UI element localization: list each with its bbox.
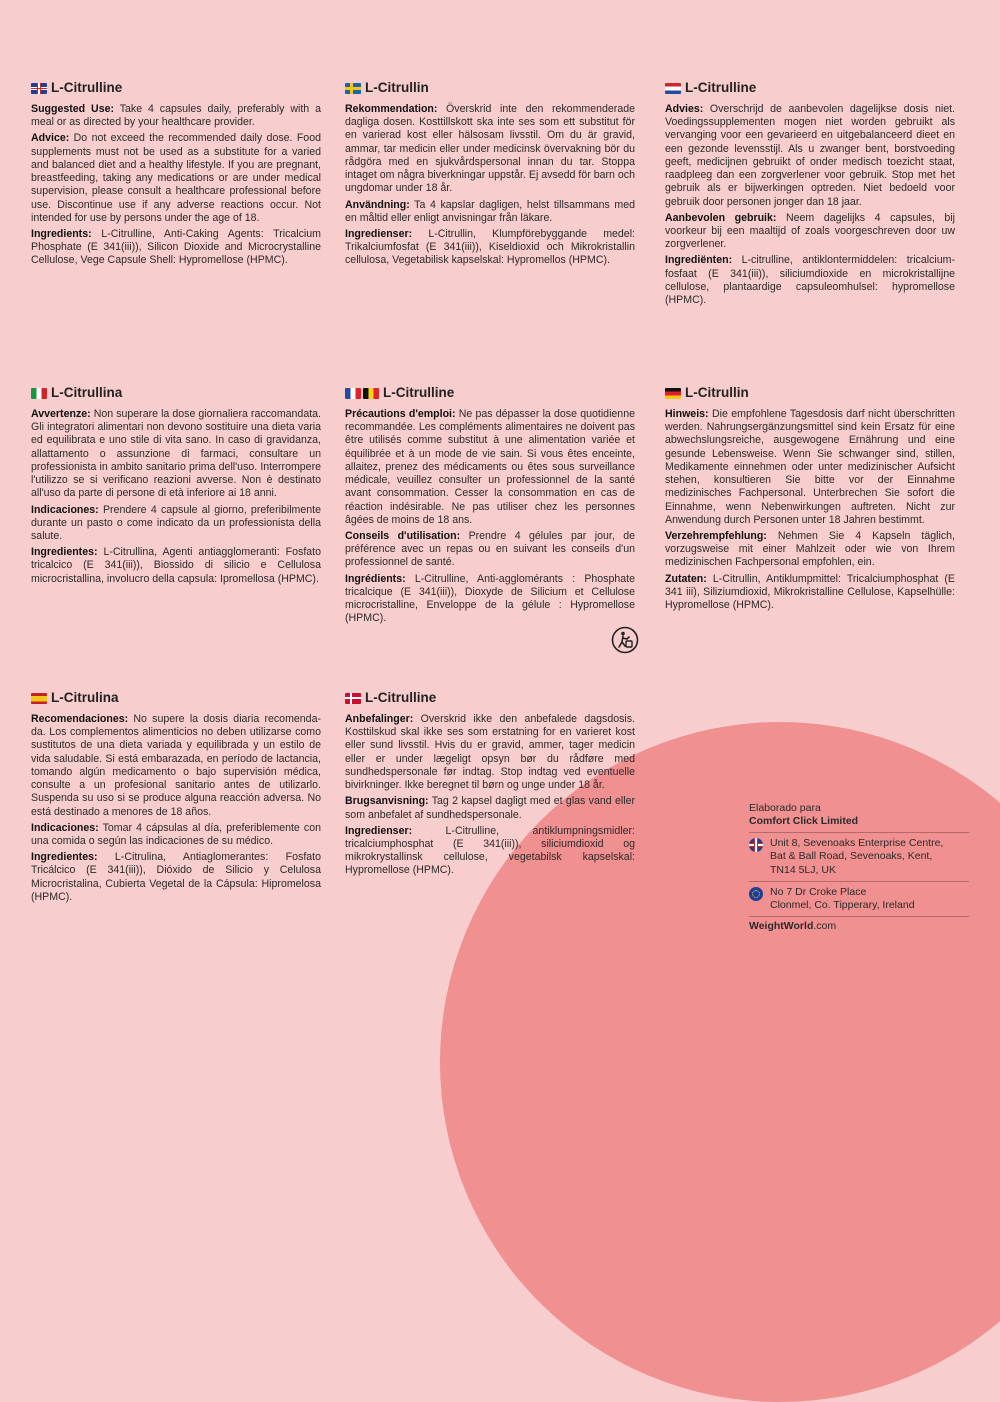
section-title: L-Citrulina xyxy=(51,690,119,705)
paragraph-label: Zutaten: xyxy=(665,572,707,585)
paragraph-label: Précautions d'emploi: xyxy=(345,407,456,420)
dk-flag-icon xyxy=(345,693,361,704)
section-header xyxy=(345,690,635,707)
address-uk-text: Unit 8, Sevenoaks Enterprise Centre, Bat & Ball Road, Sevenoaks, Kent, TN14 5LJ, UK xyxy=(770,837,944,876)
paragraph xyxy=(345,103,635,196)
paragraph-text: L-Citrullina, Agenti antiagglomeranti: Fosfato tricalcico (E 341(iii)), Biossido di silicio e Cellulosa microcristallina, involucro della capsula: Ipromellosa (HPMC). xyxy=(31,546,321,585)
paragraph-text: L-Citrulline, Anti-agglomérants : Phosphate tricalcique (E 341(iii)), Dioxyde de Silicium et Cellulose microcristalline, Enveloppe de la gélule : Hypromellose (HPMC). xyxy=(345,572,635,625)
section-title: L-Citrulline xyxy=(51,80,123,95)
paragraph xyxy=(665,573,955,613)
paragraph-label: Verzehrempfehlung: xyxy=(665,529,767,542)
paragraph-text: L-Citrulline, antiklumpningsmidler: tricalciumphosphat (E 341(iii)), siliciumdioxid og mikrokrystallinsk cellulose, vegetabilsk kapselskal: Hypromellose (HPMC). xyxy=(345,824,635,877)
paragraph-text: Do not exceed the recommended daily dose. Food supplements must not be used as a substitute for a varied and balanced diet and a healthy lifestyle. If you are pregnant, breastfeeding, taking any medications or are under medical supervision, please consult a healthcare professional before use. Discontinue use if any adverse reactions occur. Not intended for use by persons under the age of 18. xyxy=(31,132,321,224)
paragraph-label: Advies: xyxy=(665,102,704,115)
section-title: L-Citrulline xyxy=(685,80,757,95)
section-title: L-Citrullina xyxy=(51,385,123,400)
paragraph xyxy=(345,408,635,527)
section-header xyxy=(31,80,321,97)
paragraph xyxy=(345,825,635,878)
section-fr xyxy=(345,385,635,629)
paragraph-text: Ta 4 kapslar dagligen, helst tillsammans med en måltid eller enligt anvisningar från läkare. xyxy=(345,198,635,224)
paragraph-text: L-Citrullin, Klumpförebyggande medel: Trikalciumfosfat (E 341(iii)), Kiseldioxid och Mikrokristallin cellulosa, Vegetabilisk kapselskal: Hypromellos (HPMC). xyxy=(345,227,635,267)
paragraph xyxy=(345,713,635,792)
nl-flag-icon xyxy=(665,83,681,94)
section-sv xyxy=(345,80,635,271)
paragraph xyxy=(31,822,321,848)
section-nl xyxy=(665,80,955,310)
flags xyxy=(31,693,47,704)
paragraph xyxy=(31,132,321,225)
paragraph xyxy=(665,212,955,252)
section-de xyxy=(665,385,955,615)
paragraph xyxy=(31,546,321,586)
be-flag-icon xyxy=(363,388,379,399)
paragraph-label: Ingredienser: xyxy=(345,824,413,837)
it-flag-icon xyxy=(31,388,47,399)
section-header xyxy=(665,385,955,402)
paragraph xyxy=(665,530,955,570)
paragraph-label: Användning: xyxy=(345,198,410,211)
paragraph-label: Hinweis: xyxy=(665,407,709,420)
flags xyxy=(345,388,379,399)
paragraph-label: Ingredientes: xyxy=(31,546,98,559)
paragraph-text: Non superare la dose giornaliera raccomandata. Gli integratori alimentari non devono sostituire una dieta varia ed equilibrata e uno stile di vita sano. In caso di gravidanza, allattamento o assunzione di farmaci, consultare un professionista in ambito sanitario prima dell'uso. Interrompere l'utilizzo se si verificano reazioni avverse. Non è destinato all'uso da parte di persone di età inferiore ai 18 anni. xyxy=(31,407,321,500)
manufacturer-block xyxy=(749,802,969,933)
fr-flag-icon xyxy=(345,388,361,399)
paragraph-label: Rekommendation: xyxy=(345,102,438,115)
gb-flag-icon xyxy=(31,83,47,94)
paragraph xyxy=(31,228,321,268)
paragraph-label: Aanbevolen gebruik: xyxy=(665,211,777,224)
flags xyxy=(345,693,361,704)
flags xyxy=(31,83,47,94)
paragraph-label: Ingrediënten: xyxy=(665,254,733,267)
paragraph-label: Suggested Use: xyxy=(31,102,115,115)
paragraph xyxy=(31,504,321,544)
section-it xyxy=(31,385,321,589)
paragraph-label: Avvertenze: xyxy=(31,407,91,420)
paragraph xyxy=(31,408,321,501)
paragraph xyxy=(665,103,955,209)
section-es xyxy=(31,690,321,907)
paragraph-text: Prendere 4 capsule al giorno, preferibilmente durante un pasto o come indicato da un professionista della salute. xyxy=(31,503,321,542)
paragraph-label: Conseils d'utilisation: xyxy=(345,529,461,542)
section-title: L-Citrullin xyxy=(365,80,429,95)
paragraph xyxy=(31,851,321,904)
uk-flag-icon xyxy=(749,838,763,852)
section-title: L-Citrullin xyxy=(685,385,749,400)
recycle-person-icon xyxy=(611,626,639,654)
paragraph-text: L-Citrulline, Anti-Caking Agents: Tricalcium Phosphate (E 341(iii)), Silicon Dioxide and Microcrystalline Cellulose, Vege Capsule Shell: Hypromellose (HPMC). xyxy=(31,227,321,267)
paragraph-text: No supere la dosis diaria recomenda-da. Los complementos alimenticios no deben utilizarse como sustitutos de una dieta variada y equilibrada y un estilo de vida saludable. Si está embarazada, en período de lactancia, tomando algún medicamento o bajo supervisión médica, consulte a un profesional sanitario antes de utilizarlo. Suspenda su uso si se produce alguna reacción adversa. No está destinado a menores de 18 años. xyxy=(31,712,321,818)
section-header xyxy=(665,80,955,97)
paragraph-text: Neem dagelijks 4 capsules, bij voorkeur bij een maaltijd of zoals voorgeschreven door uw zorgverlener. xyxy=(665,211,956,251)
de-flag-icon xyxy=(665,388,681,399)
flags xyxy=(31,388,47,399)
section-header xyxy=(345,385,635,402)
paragraph-label: Ingredients: xyxy=(31,227,92,240)
website[interactable] xyxy=(749,916,969,933)
flags xyxy=(665,83,681,94)
section-header xyxy=(345,80,635,97)
paragraph xyxy=(31,713,321,819)
se-flag-icon xyxy=(345,83,361,94)
paragraph-text: Overskrid ikke den anbefalede dagsdosis. Kosttilskud skal ikke ses som erstatning for en varieret kost eller sund livsstil. Hvis du er gravid, ammer, tager medicin eller er under lægeligt opsyn bør du rådføre med sundhedspersonale før indtag. Stop indtag ved eventuelle bivirkninger. Ikke beregnet til børn og unge under 18 år. xyxy=(345,712,635,792)
es-flag-icon xyxy=(31,693,47,704)
paragraph-label: Indicaciones: xyxy=(31,821,99,834)
paragraph-label: Ingrédients: xyxy=(345,572,406,585)
paragraph xyxy=(345,228,635,268)
paragraph-label: Advice: xyxy=(31,132,70,145)
address-eu xyxy=(749,881,969,916)
paragraph-text: Overschrijd de aanbevolen dagelijkse dosis niet. Voedingssupplementen mogen niet worden gebruikt als vervanging voor een gevarieerd en uitgebalanceerd dieet en een gezonde levensstijl. Als u zwanger bent, borstvoeding geeft, medicijnen gebruikt of onder medisch toezicht staat, raadpleeg dan een zorgverlener voor gebruik. Stop met het gebruik als er bijwerkingen optreden. Niet bedoeld voor gebruik door personen jonger dan 18 jaar. xyxy=(665,102,955,208)
website-bold: WeightWorld xyxy=(749,919,814,932)
paragraph-text: L-Citrulina, Antiaglomerantes: Fosfato Tricálcico (E 341(iii)), Dióxido de Silicio y Celulosa Microcristalina, Cubierta Vegetal de la Cápsula: Hipromelosa (HPMC). xyxy=(31,851,321,903)
paragraph xyxy=(345,530,635,570)
paragraph-text: L-Citrullin, Antiklumpmittel: Tricalciumphosphat (E 341 iii), Siliziumdioxid, Mikrokristalline Cellulose, Kapselhülle: Hypromellose (HPMC). xyxy=(665,572,955,612)
paragraph-label: Indicaciones: xyxy=(31,503,99,516)
section-da xyxy=(345,690,635,881)
section-title: L-Citrulline xyxy=(365,690,437,705)
made-for-label: Elaborado para xyxy=(749,802,821,814)
paragraph-text: Prendre 4 gélules par jour, de préférence avec un repas ou en suivant les conseils d'un professionnel de santé. xyxy=(345,529,635,569)
paragraph-text: Die empfohlene Tagesdosis darf nicht überschritten werden. Nahrungsergänzungsmittel sind kein Ersatz für eine abwechslungsreiche, ausgewogene Ernährung und eine gesunde Lebensweise. Wenn Sie schwanger sind, stillen, Medikamente einnehmen oder unter medizinischer Aufsicht stehen, konsultieren Sie bitte vor der Einnahme medizinisches Fachpersonal. Unterbrechen Sie sofort die Einnahme, wenn Nebenwirkungen auftreten. Nicht zur Anwendung durch Personen unter 18 Jahren bestimmt. xyxy=(665,407,955,526)
paragraph-text: Ne pas dépasser la dose quotidienne recommandée. Les compléments alimentaires ne doivent pas être utilisés comme substitut à une alimentation variée et équilibrée et à un mode de vie sain. Si vous êtes enceinte, allaitez, prenez des médicaments ou êtes sous surveillance médicale, veuillez consulter un professionnel de la santé avant consommation. Cesser la consommation en cas de réaction indésirable. Ne pas utiliser chez les personnes âgées de moins de 18 ans. xyxy=(345,407,635,526)
website-rest: .com xyxy=(813,919,837,932)
address-uk xyxy=(749,832,969,880)
paragraph xyxy=(665,254,955,307)
section-en xyxy=(31,80,321,271)
paragraph xyxy=(665,408,955,527)
flags xyxy=(345,83,361,94)
paragraph-label: Ingredienser: xyxy=(345,227,413,240)
paragraph xyxy=(345,795,635,821)
company-name: Comfort Click Limited xyxy=(749,815,859,828)
paragraph-label: Brugsanvisning: xyxy=(345,795,429,808)
paragraph-text: Take 4 capsules daily, preferably with a meal or as directed by your healthcare provider. xyxy=(31,102,321,129)
paragraph-text: Tomar 4 cápsulas al día, preferiblemente con una comida o según las indicaciones de su médico. xyxy=(31,821,321,847)
paragraph xyxy=(345,573,635,626)
paragraph-text: Tag 2 kapsel dagligt med et glas vand eller som anbefalet af sundhedspersonale. xyxy=(345,795,635,821)
section-header xyxy=(31,385,321,402)
paragraph-label: Anbefalinger: xyxy=(345,712,414,725)
section-title: L-Citrulline xyxy=(383,385,455,400)
address-eu-text: No 7 Dr Croke Place Clonmel, Co. Tipperary, Ireland xyxy=(770,885,915,911)
flags xyxy=(665,388,681,399)
paragraph xyxy=(31,103,321,129)
paragraph-text: L-citrulline, antiklontermiddelen: tricalcium-fosfaat (E 341(iii)), siliciumdioxide en microkristallijne cellulose, plantaardige capsuleomhulsel: hypromellose (HPMC). xyxy=(665,254,955,307)
paragraph-label: Ingredientes: xyxy=(31,851,98,864)
paragraph-label: Recomendaciones: xyxy=(31,712,129,725)
eu-flag-icon xyxy=(749,887,763,901)
paragraph-text: Nehmen Sie 4 Kapseln täglich, vorzugsweise mit einer Mahlzeit oder wie von Ihrem medizinischen Fachpersonal empfohlen, ein. xyxy=(665,529,955,569)
paragraph-text: Överskrid inte den rekommenderade dagliga dosen. Kosttillskott ska inte ses som ett substitut för en varierad kost eller hälsosam livsstil. Om du är gravid, ammar, tar medicin eller under medicinsk övervakning bör du rådgöra med en sjukvårdspersonal innan du tar. Stoppa intaget om några biverkningar uppstår. Ej avsedd för barn och ungdomar under 18 år. xyxy=(345,102,635,195)
section-header xyxy=(31,690,321,707)
paragraph xyxy=(345,199,635,225)
